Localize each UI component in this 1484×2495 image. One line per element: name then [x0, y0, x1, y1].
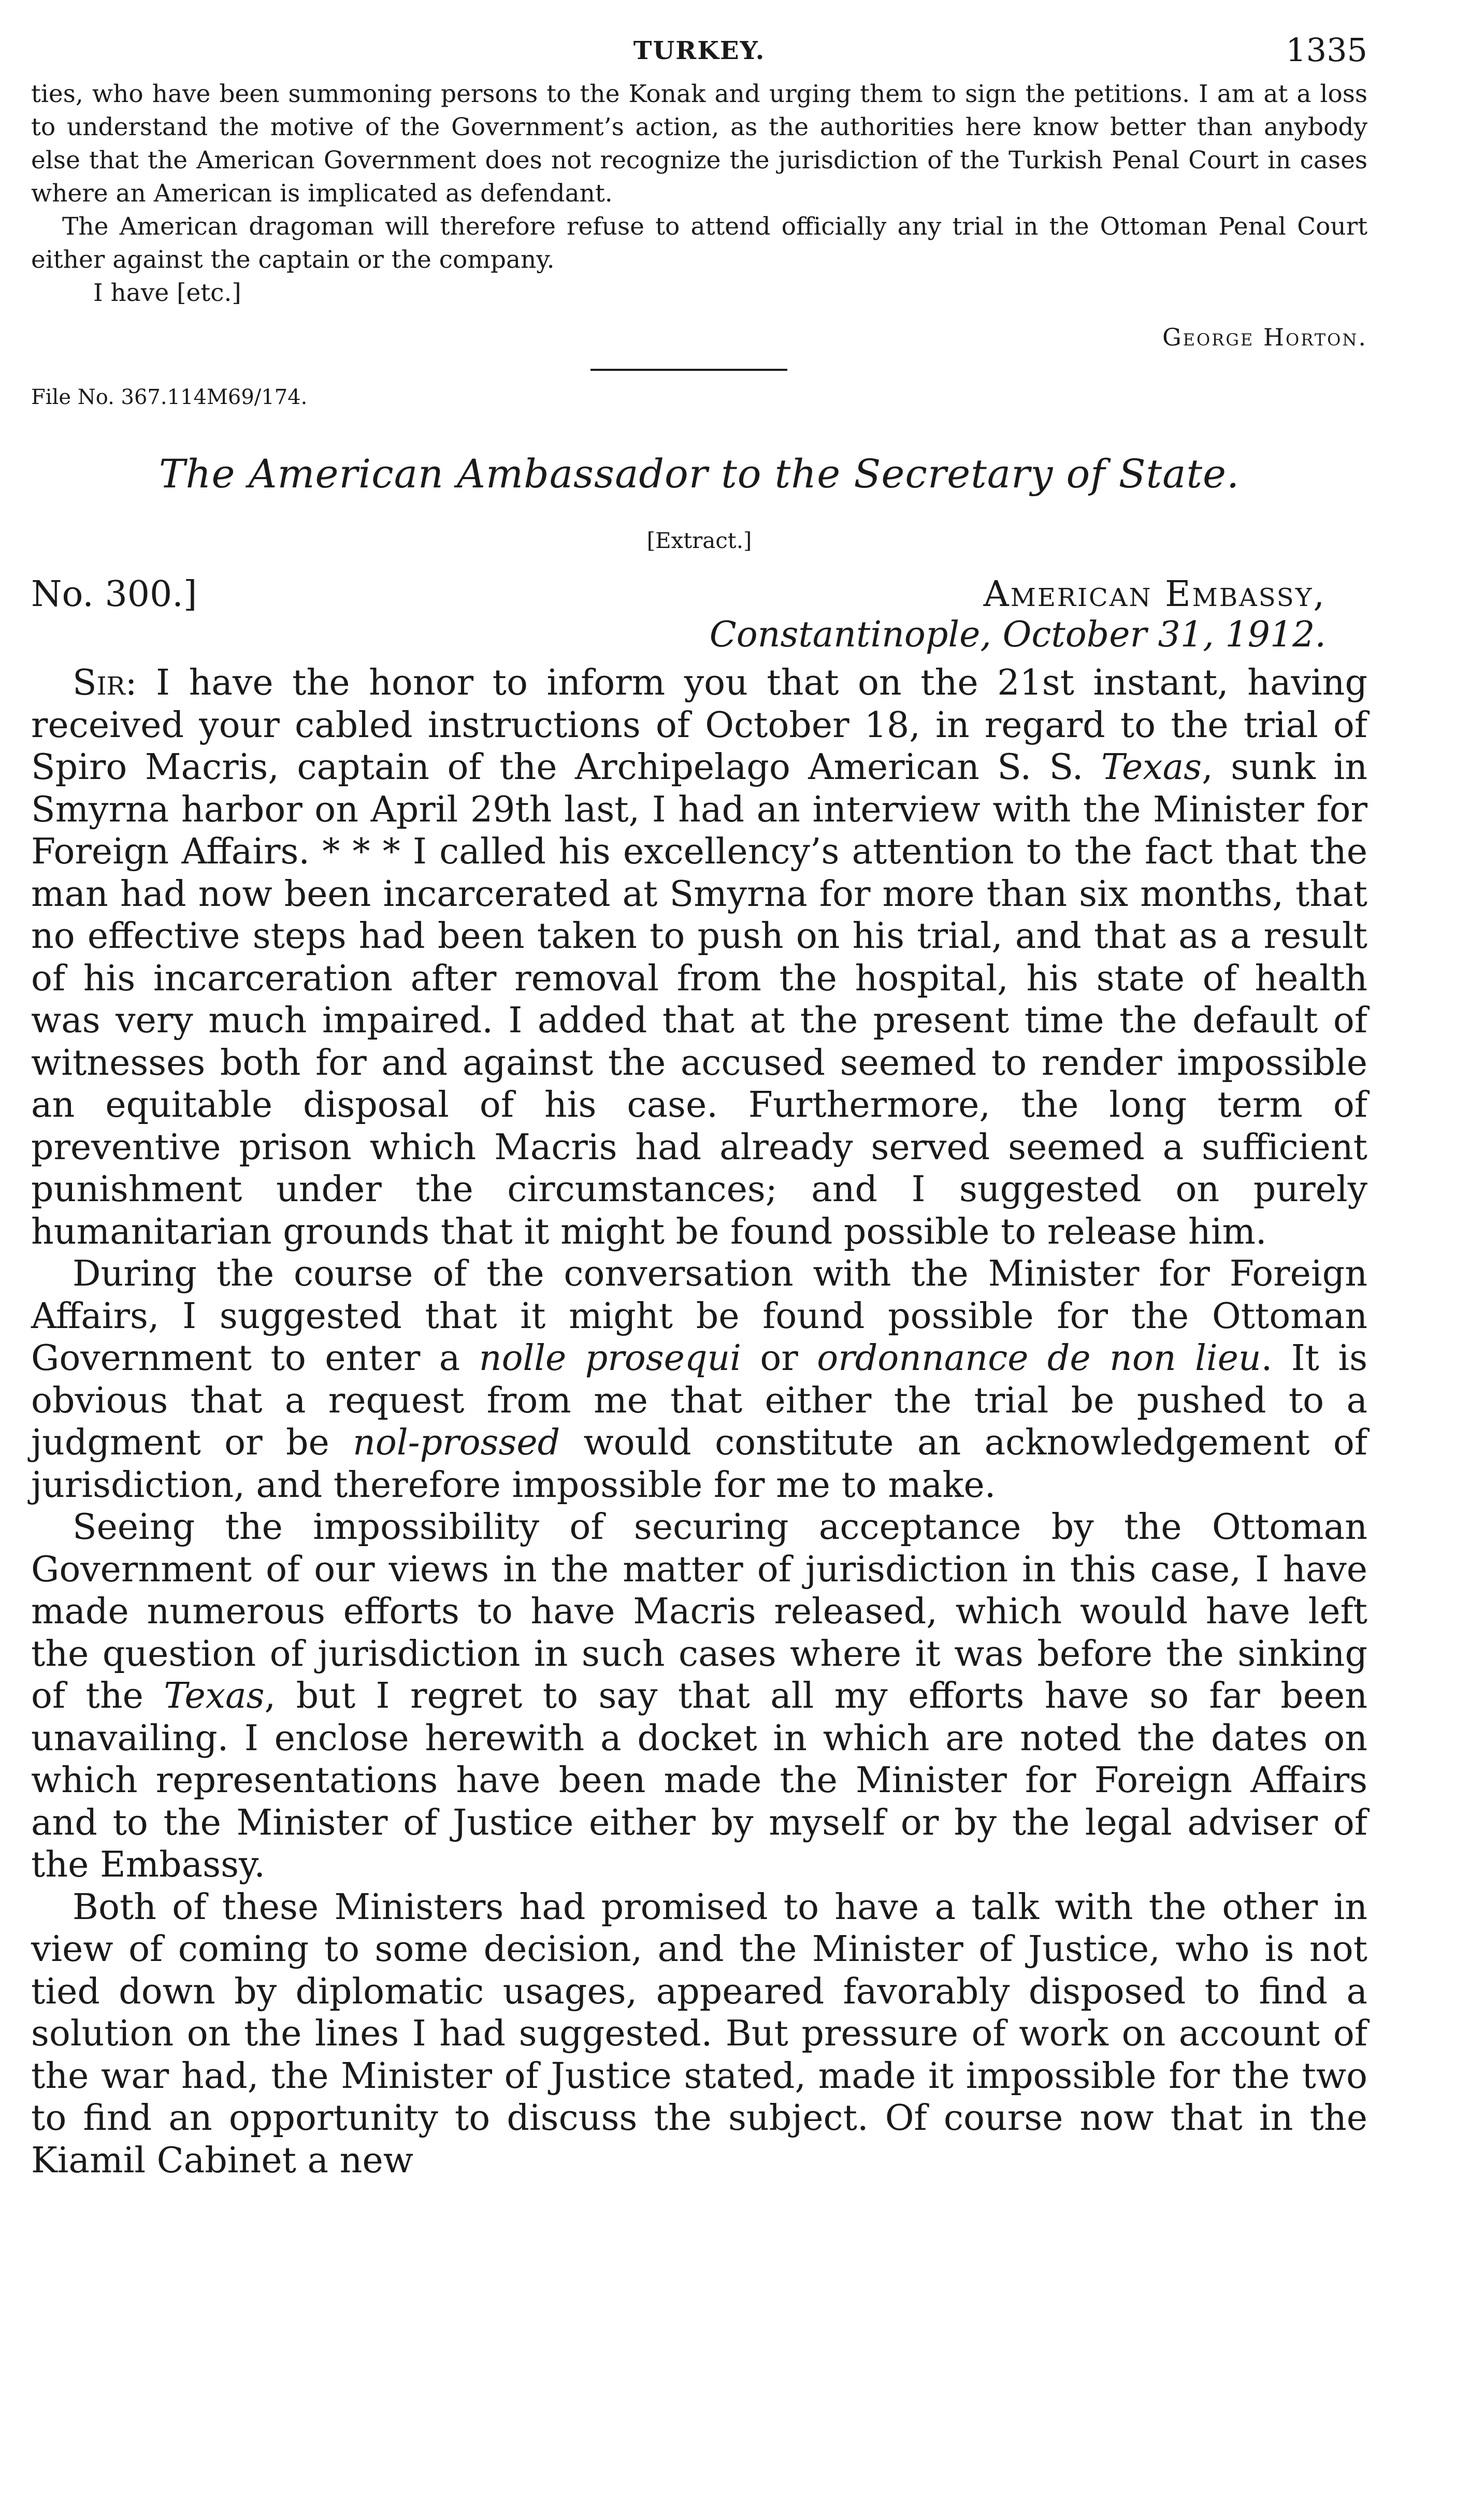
body-paragraph	[31, 1253, 1367, 1506]
ship-name: Texas	[1101, 747, 1202, 788]
previous-letter-paragraph: The American dragoman will therefore refuse to attend officially any trial in the Ottoman Penal Court either against the captain or the company.	[31, 212, 1367, 274]
body-paragraph	[31, 662, 1367, 1253]
latin-term: nolle prosequi	[479, 1338, 741, 1379]
body-text-run: During the course of the conversation with the Minister for Foreign Affairs, I suggested that it might be found possible for the Ottoman Government to enter a	[31, 1253, 1367, 1379]
place-date: Constantinople, October 31, 1912.	[709, 614, 1326, 655]
body-text-run: or	[741, 1338, 817, 1379]
legal-term: nol-prossed	[353, 1422, 560, 1463]
french-term: ordonnance de non lieu	[817, 1338, 1261, 1379]
embassy-name: American Embassy,	[983, 574, 1326, 615]
page-header	[31, 31, 1367, 78]
previous-letter-closing: I have [etc.]	[93, 279, 241, 307]
body-paragraph: Both of these Ministers had promised to have a talk with the other in view of coming to some decision, and the Minister of Justice, who is not tied down by diplomatic usages, appeared favorably disposed to find a solution on the lines I had suggested. But pressure of work on account of the war had, the Minister of Justice stated, made it impossible for the two to find an opportunity to discuss the subject. Of course now that in the Kiamil Cabinet a new	[31, 1886, 1367, 2181]
salutation: Sir:	[73, 662, 137, 703]
previous-letter-signature: George Horton.	[1162, 323, 1367, 351]
body-text-run: , sunk in Smyrna harbor on April 29th last, I had an interview with the Minister for Foreign Affairs. * * * I called his excellency’s attention to the fact that the man had now been incarcerated at Smyrna for more than six months, that no effective steps had been taken to push on his trial, and that as a result of his incarceration after removal from the hospital, his state of health was very much impaired. I added that at the present time the default of witnesses both for and against the accused seemed to render impossible an equitable disposal of his case. Furthermore, the long term of preventive prison which Macris had already served seemed a sufficient punishment under the circumstances; and I suggested on purely humanitarian grounds that it might be found possible to release him.	[31, 747, 1367, 1252]
body-paragraph	[31, 1506, 1367, 1886]
dateline	[31, 574, 1367, 662]
previous-letter	[31, 78, 1367, 310]
document-title: The American Ambassador to the Secretary of State.	[159, 451, 1240, 497]
body-text-run: Seeing the impossibility of securing acceptance by the Ottoman Government of our views in the matter of jurisdiction in this case, I have made numerous efforts to have Macris released, which would have left the question of jurisdiction in such cases where it was before the sinking of the	[31, 1507, 1367, 1717]
body-text-run: , but I regret to say that all my efforts have so far been unavailing. I enclose herewith a docket in which are noted the dates on which representations have been made the Minister for Foreign Affairs and to the Minister of Justice either by myself or by the legal adviser of the Embassy.	[31, 1676, 1368, 1885]
document-number: No. 300.]	[31, 574, 197, 615]
section-divider	[590, 369, 787, 371]
file-number: File No. 367.114M69/174.	[31, 385, 308, 409]
body-text-run: I have the honor to inform you that on the 21st instant, having received your cabled instructions of October 18, in regard to the trial of Spiro Macris, captain of the Archipelago American S. S.	[31, 662, 1367, 788]
page-number: 1335	[1286, 31, 1367, 69]
document-page	[31, 31, 1367, 2182]
body-text-run: . It is obvious that a request from me that either the trial be pushed to a judgment or be	[31, 1338, 1367, 1463]
ship-name: Texas	[164, 1676, 265, 1717]
body-text-run: would constitute an acknowledgement of jurisdiction, and therefore impossible for me to make.	[31, 1422, 1367, 1506]
extract-note: [Extract.]	[646, 528, 752, 553]
previous-letter-paragraph: ties, who have been summoning persons to the Konak and urging them to sign the petitions. I am at a loss to understand the motive of the Government’s action, as the authorities here know better than anybody else that the American Government does not recognize the jurisdiction of the Turkish Penal Court in cases where an American is implicated as defendant.	[31, 80, 1367, 208]
letter-body	[31, 662, 1367, 2182]
running-head: TURKEY.	[633, 36, 766, 65]
